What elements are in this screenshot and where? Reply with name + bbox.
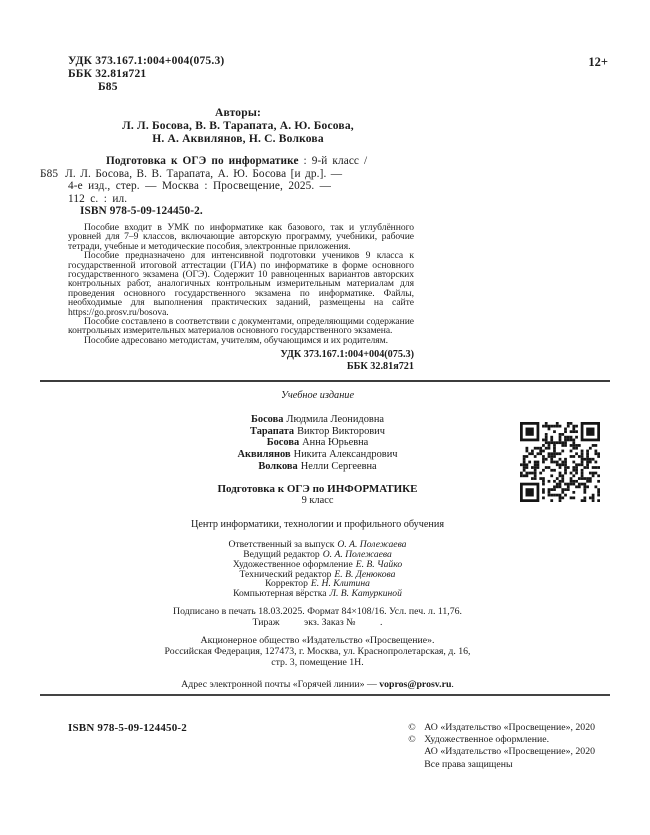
publisher-street: Российская Федерация, 127473, г. Москва, ул. Краснопролетарская, д. 16, xyxy=(164,646,471,658)
hotline-prefix: Адрес электронной почты «Горячей линии» — xyxy=(181,678,380,690)
divider-rule-top xyxy=(40,380,610,382)
footer xyxy=(68,722,595,771)
credit-role: Ответственный за выпуск xyxy=(228,538,335,550)
credit-name: Л. В. Катуркиной xyxy=(329,588,402,600)
bbk-code: ББК 32.81я721 xyxy=(68,68,147,80)
hotline-suffix: . xyxy=(451,678,454,690)
book-title: Подготовка к ОГЭ по информатике xyxy=(106,155,299,167)
annotation-paragraph-1: Пособие входит в УМК по информатике как базового, так и углублённого уровней для 7–9 классов, включающие авторскую программу, учебники, рабочие тетради, учебные и методические пособия, электронные приложения. xyxy=(68,221,414,252)
annotation-paragraph-3: Пособие составлено в соответствии с документами, определяющими содержание контрольных измерительных материалов основного государственного экзамена. xyxy=(68,316,414,337)
copyright-text: Художественное оформление. xyxy=(424,734,550,746)
imprint-author xyxy=(45,449,590,461)
staff-credits xyxy=(45,540,590,599)
hotline-email: vopros@prosv.ru xyxy=(379,678,452,690)
catalog-entry-code: Б85 xyxy=(40,167,59,180)
edition-type: Учебное издание xyxy=(280,389,355,401)
catalog-edition-line: 4-е изд., стер. — Москва : Просвещение, 2025. — xyxy=(68,180,332,193)
credit-name: Е. Н. Клитина xyxy=(310,578,370,590)
copyright-line xyxy=(408,759,595,771)
credit-name: О. А. Полежаева xyxy=(322,548,392,560)
copyright-block xyxy=(408,722,595,771)
udk-footer-code: УДК 373.167.1:004+004(075.3) xyxy=(280,349,414,361)
credit-role: Компьютерная вёрстка xyxy=(233,588,327,600)
print-info-line: Подписано в печать 18.03.2025. Формат 84×108/16. Усл. печ. л. 11,76. xyxy=(173,606,462,618)
classification-header xyxy=(0,0,650,94)
catalog-title-line xyxy=(68,155,386,168)
credit-name: Е. В. Чайко xyxy=(355,558,403,570)
catalog-card xyxy=(40,155,386,218)
isbn-line: ISBN 978-5-09-124450-2. xyxy=(80,205,203,218)
credit-name: О. А. Полежаева xyxy=(337,538,407,550)
credit-name: Е. В. Денюкова xyxy=(334,568,396,580)
catalog-authors-text: Л. Л. Босова, В. В. Тарапата, А. Ю. Босова [и др.]. — xyxy=(65,167,343,180)
authors-heading xyxy=(60,107,416,146)
publisher-name: Акционерное общество «Издательство «Просвещение». xyxy=(200,635,435,647)
imprint-section xyxy=(45,390,590,690)
author-surname: Тарапата xyxy=(250,425,295,437)
author-given-name: Анна Юрьевна xyxy=(302,437,369,449)
credit-role: Технический редактор xyxy=(239,568,332,580)
annotation-paragraph-4: Пособие адресовано методистам, учителям, обучающимся и их родителям. xyxy=(84,334,389,346)
authors-label: Авторы: xyxy=(214,107,262,119)
author-sign-code: Б85 xyxy=(98,81,118,93)
copyright-text: Все права защищены xyxy=(424,758,513,770)
imprint-author xyxy=(45,437,590,449)
copyright-mark-icon: © xyxy=(408,722,416,733)
imprint-title: Подготовка к ОГЭ по ИНФОРМАТИКЕ xyxy=(217,482,418,495)
age-rating-badge: 12+ xyxy=(588,55,608,69)
annotation-paragraph-2: Пособие предназначено для интенсивной подготовки учеников 9 класса к государственной итоговой аттестации (ГИА) по информатике в форме основного государственного экзамена (ОГЭ). Содержит 10 равноценных вариантов авторских контрольных работ, аналогичных контрольным измерительным материалам для проведения основного государственного экзамена по информатике. Файлы, необходимые для выполнения практических заданий, размещены на сайте https://go.prosv.ru/bosova. xyxy=(68,250,414,318)
credit-role: Корректор xyxy=(265,578,308,590)
publishing-center: Центр информатики, технологии и профильного обучения xyxy=(190,518,445,530)
credit-role: Художественное оформление xyxy=(232,558,353,570)
copyright-line xyxy=(408,722,595,734)
catalog-pages-line: 112 с. : ил. xyxy=(68,192,128,205)
copyright-line xyxy=(408,746,595,758)
copyright-line xyxy=(408,734,595,746)
authors-line-1: Л. Л. Босова, В. В. Тарапата, А. Ю. Босова, xyxy=(122,120,354,132)
imprint-author xyxy=(45,461,590,473)
annotation xyxy=(68,223,414,345)
author-surname: Босова xyxy=(251,413,284,425)
copyright-mark-icon xyxy=(408,759,424,771)
copyright-mark-icon: © xyxy=(408,734,416,746)
imprint-author xyxy=(45,414,590,426)
bbk-footer-code: ББК 32.81я721 xyxy=(346,361,414,373)
qr-code xyxy=(520,422,600,502)
udk-code: УДК 373.167.1:004+004(075.3) xyxy=(68,55,225,67)
hotline-email-line xyxy=(45,679,590,690)
imprint-authors-list xyxy=(45,414,590,473)
divider-rule-bottom xyxy=(40,694,610,696)
imprint-author xyxy=(45,426,590,438)
credit-line xyxy=(45,589,590,599)
author-surname: Волкова xyxy=(258,461,298,473)
copyright-mark-icon xyxy=(408,746,424,758)
publisher-address xyxy=(45,636,590,668)
author-given-name: Людмила Леонидовна xyxy=(286,413,384,425)
footer-isbn: ISBN 978-5-09-124450-2 xyxy=(68,722,187,734)
print-run-line: Тираж экз. Заказ № . xyxy=(252,616,383,628)
copyright-text: АО «Издательство «Просвещение», 2020 xyxy=(424,746,595,758)
author-surname: Аквилянов xyxy=(237,449,291,461)
authors-line-2: Н. А. Аквилянов, Н. С. Волкова xyxy=(152,133,324,145)
author-given-name: Нелли Сергеевна xyxy=(300,461,377,473)
author-given-name: Виктор Викторович xyxy=(297,425,385,437)
author-surname: Босова xyxy=(266,437,300,449)
book-title-rest: : 9-й класс / xyxy=(298,155,368,167)
imprint-subtitle: 9 класс xyxy=(301,494,334,506)
credit-role: Ведущий редактор xyxy=(243,548,320,560)
author-given-name: Никита Александрович xyxy=(293,449,398,461)
classification-footer xyxy=(68,349,414,373)
copyright-text: АО «Издательство «Просвещение», 2020 xyxy=(424,722,595,733)
publisher-premises: стр. 3, помещение 1Н. xyxy=(271,656,364,668)
classification-codes xyxy=(68,55,224,94)
catalog-authors-line xyxy=(40,168,386,181)
